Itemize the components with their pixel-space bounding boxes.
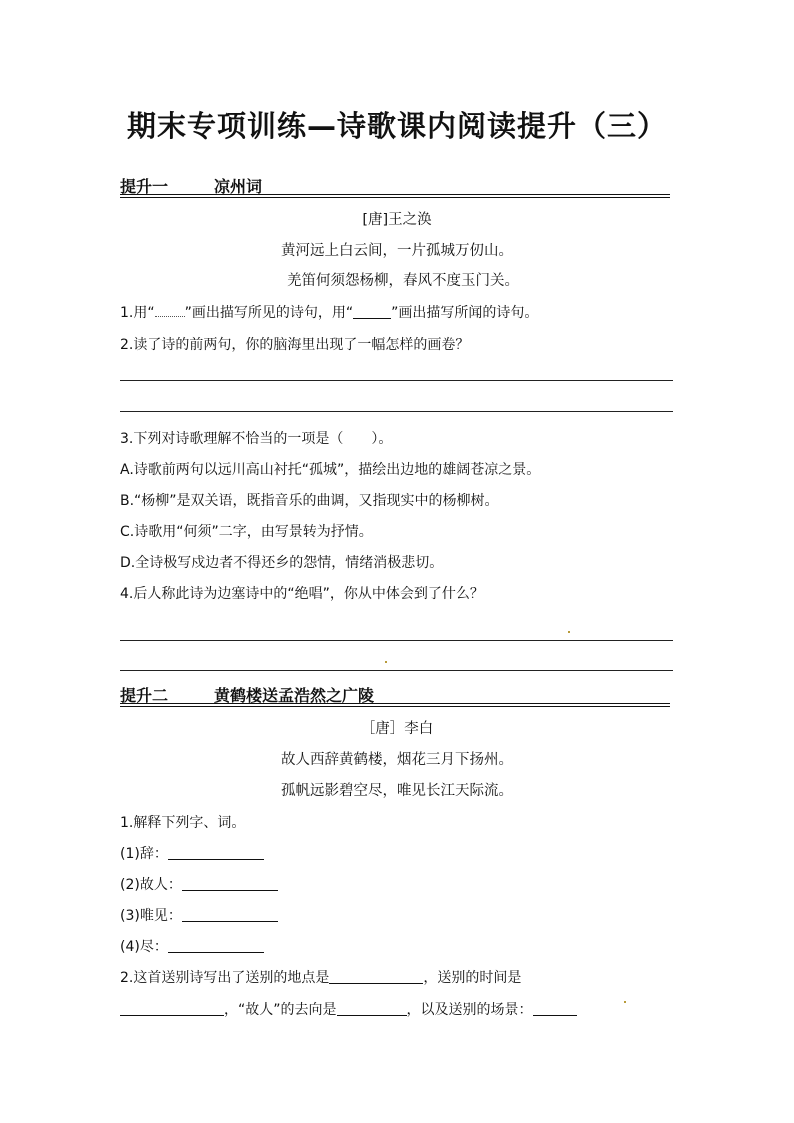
poem-title: 黄鹤楼送孟浩然之广陵 [214,686,375,705]
answer-blank[interactable] [168,939,264,953]
heading-rule [120,703,670,704]
scan-speck [624,1001,626,1003]
option-d: D.全诗极写戍边者不得还乡的怨情，情绪消极悲切。 [120,555,444,571]
answer-blank[interactable] [120,1002,224,1016]
page-title: 期末专项训练—诗歌课内阅读提升（三） [126,109,667,143]
question-4: 4.后人称此诗为边塞诗中的“绝唱”，你从中体会到了什么？ [120,586,484,602]
question-2: 2.这首送别诗写出了送别的地点是 ，送别的时间是 [120,970,522,986]
heading-rule [120,706,670,707]
answer-blank[interactable] [182,877,278,891]
question-1: 1.解释下列字、词。 [120,815,246,831]
answer-blank[interactable] [182,908,278,922]
answer-line[interactable] [120,670,673,671]
question-3: 3.下列对诗歌理解不恰当的一项是（ ）。 [120,431,393,447]
answer-blank[interactable] [329,970,423,984]
scan-speck [568,631,570,633]
heading-rule [120,197,670,198]
word-item: (1)辞： [120,843,264,863]
option-a: A.诗歌前两句以远川高山衬托“孤城”，描绘出边地的雄阔苍凉之景。 [120,462,541,478]
poem-line: 孤帆远影碧空尽，唯见长江天际流。 [281,783,513,799]
answer-blank[interactable] [337,1002,407,1016]
option-c: C.诗歌用“何须”二字，由写景转为抒情。 [120,524,373,540]
straight-underline-sample [353,305,391,319]
poem-line: 故人西辞黄鹤楼，烟花三月下扬州。 [281,752,513,768]
poem-author: [唐]王之涣 [362,212,432,228]
section-heading-2 [120,683,670,705]
poem-title: 凉州词 [214,177,263,196]
word-item: (2)故人： [120,874,278,894]
poem-author: ［唐］李白 [360,721,434,737]
poem-line: 黄河远上白云间，一片孤城万仞山。 [281,243,513,259]
question-2: 2.读了诗的前两句，你的脑海里出现了一幅怎样的画卷？ [120,337,470,353]
answer-blank[interactable] [168,846,264,860]
scan-speck [385,661,387,663]
section-number: 提升一 [120,177,169,196]
word-item: (3)唯见： [120,905,278,925]
wavy-underline-sample [155,307,185,317]
option-b: B.“杨柳”是双关语，既指音乐的曲调，又指现实中的杨柳树。 [120,493,499,509]
answer-line[interactable] [120,640,673,641]
section-heading-1 [120,174,670,196]
heading-rule [120,194,670,195]
answer-blank[interactable] [533,1002,577,1016]
answer-line[interactable] [120,411,673,412]
question-2-continued: ，“故人”的去向是 ，以及送别的场景： [120,999,577,1019]
word-item: (4)尽： [120,936,264,956]
poem-line: 羌笛何须怨杨柳，春风不度玉门关。 [287,273,519,289]
answer-line[interactable] [120,380,673,381]
section-number: 提升二 [120,686,169,705]
question-1: 1.用“ ”画出描写所见的诗句，用“ ”画出描写所闻的诗句。 [120,305,539,321]
